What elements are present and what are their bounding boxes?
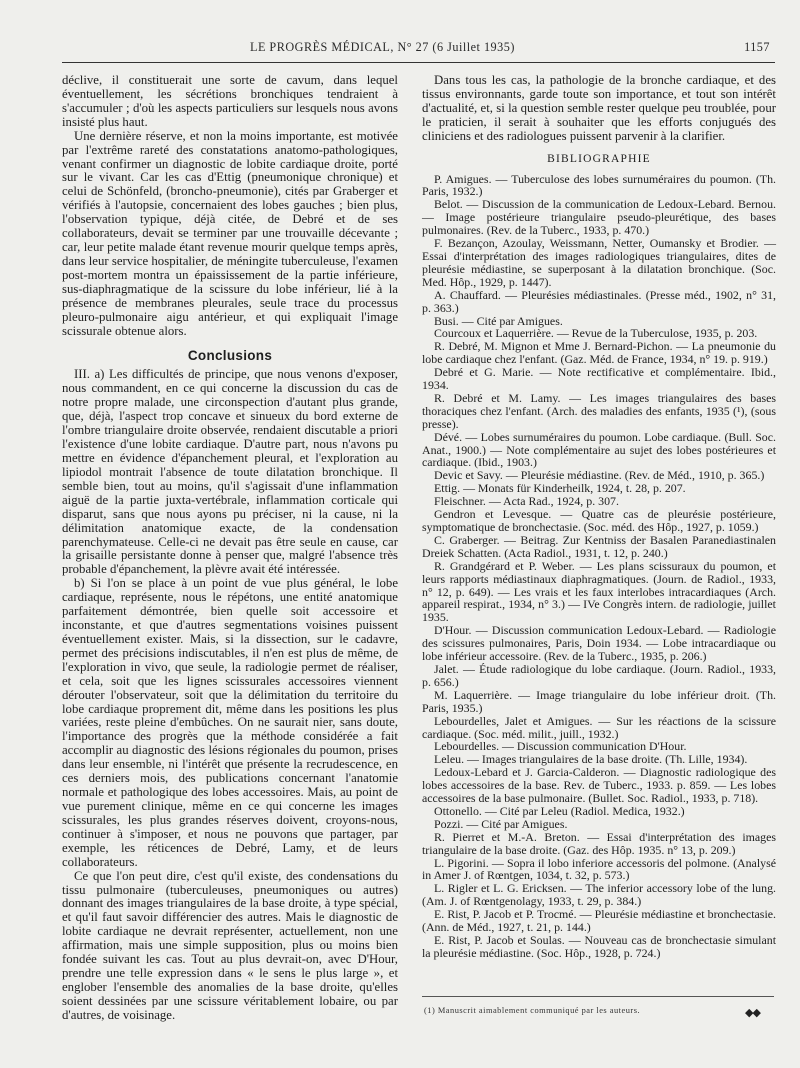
- footnote: (1) Manuscrit aimablement communiqué par les auteurs.: [424, 1006, 641, 1015]
- bibliography-entry: L. Pigorini. — Sopra il lobo inferiore accessoris del polmone. (Analysé in Amer J. of Rœntgen, 1034, t. 32, p. 573.): [422, 855, 776, 883]
- paragraph: Dans tous les cas, la pathologie de la bronche cardiaque, et des tissus environnants, garde toute son importance, et tout son intérêt d'actualité, et, si la question semble rester quelque peu troublée, pour le praticien, il serait à souhaiter que les efforts conjugués des cliniciens et des radiologues puissent parvenir à la clarifier.: [422, 73, 776, 143]
- bibliography-entry: R. Grandgérard et P. Weber. — Les plans scissuraux du poumon, et leurs rapports médiastinaux diaphragmatiques. (Journ. de Radiol., 1933, n° 12, p. 649). — Les vrais et les faux interlobes intracardiaques (Arch. appareil respirat., 1934, n° 3.) — IVe Congrès intern. de radiologie, juillet 1935.: [422, 558, 776, 625]
- bibliography-entry: E. Rist, P. Jacob et Soulas. — Nouveau cas de bronchectasie simulant la pleurésie médiastine. (Soc. Hôp., 1928, p. 724.): [422, 933, 776, 960]
- left-column: [62, 74, 398, 1023]
- bibliography-entry: Fleischner. — Acta Rad., 1924, p. 307.: [434, 494, 619, 509]
- bibliography-entry: Gendron et Levesque. — Quatre cas de pleurésie postérieure, symptomatique de bronchectasie. (Soc. méd. des Hôp., 1927, p. 1059.): [422, 507, 776, 534]
- section-heading: Conclusions: [187, 347, 273, 363]
- bibliography-entry: Ottonello. — Cité par Leleu (Radiol. Medica, 1932.): [434, 803, 685, 818]
- paragraph: Une dernière réserve, et non la moins importante, est motivée par l'extrême rareté des constatations anatomo-pathologiques, venant confirmer un diagnostic de lobite cardiaque droite, porté sur le vivant. Car les cas d'Ettig (pneumonique chronique) et celui de Schönfeld, (broncho-pneumonie), cités par Graberger et vérifiés à l'autopsie, concernaient des lobes gauches ; bien plus, l'observation typique, déjà citée, de Debré et de ses collaborateurs, devait se terminer par une trouvaille décevante ; car, leur petite malade étant revenue mourir quelque temps après, dans leur service hospitalier, de méningite tuberculeuse, l'examen post-mortem montra un épaississement de la partie inférieure, sus-diaphragmatique de la scissure du lobe inférieur, lié à la présence de membranes pleurales, seule trace du processus pleuro-pulmonaire aigu antérieur, et qui expliquait l'image scissurale obtenue alors.: [62, 128, 398, 338]
- running-header: [250, 40, 770, 55]
- journal-title: LE PROGRÈS MÉDICAL, N° 27 (6 Juillet 1935): [250, 40, 515, 54]
- bibliography-entry: Busi. — Cité par Amigues.: [434, 313, 563, 328]
- bibliography-entry: R. Debré et M. Lamy. — Les images triangulaires des bases thoraciques chez l'enfant. (Arch. des maladies des enfants, 1935 (¹), (sous presse).: [422, 390, 776, 431]
- end-ornament: ◆◆: [745, 1007, 760, 1019]
- bibliography-entry: C. Graberger. — Beitrag. Zur Kentniss der Basalen Paranediastinalen Dreiek Schatten. (Acta Radiol., 1931, t. 12, p. 240.): [422, 532, 776, 560]
- bibliography-entry: D'Hour. — Discussion communication Ledoux-Lebard. — Radiologie des scissures pulmonaires, Paris, Doin 1934. — Lobe intracardiaque ou lobe inférieur accessoire. (Rev. de la Tuberc., 1935, p. 206.): [422, 623, 776, 664]
- bibliography-entry: E. Rist, P. Jacob et P. Trocmé. — Pleurésie médiastine et bronchectasie. (Ann. de Méd., 1927, t. 21, p. 144.): [422, 907, 776, 935]
- bibliography-entry: Belot. — Discussion de la communication de Ledoux-Lebard. Bernou. — Image postérieure triangulaire pseudo-pleurétique, des bases pulmonaires. (Rev. de la Tuberc., 1933, p. 470.): [422, 197, 776, 238]
- bibliography-entry: M. Laquerrière. — Image triangulaire du lobe inférieur droit. (Th. Paris, 1935.): [422, 687, 776, 715]
- bibliography-entry: R. Debré, M. Mignon et Mme J. Bernard-Pichon. — La pneumonie du lobe cardiaque chez l'enfant. (Gaz. Méd. de France, 1934, n° 19. p. 919.): [422, 339, 776, 367]
- bibliography-entry: A. Chauffard. — Pleurésies médiastinales. (Presse méd., 1902, n° 31, p. 363.): [422, 287, 776, 315]
- bibliography-entry: Dévé. — Lobes surnuméraires du poumon. Lobe cardiaque. (Bull. Soc. Anat., 1900.) — Note complémentaire au sujet des lobes postérieures et cardiaque. (Ibid., 1903.): [422, 429, 776, 470]
- paragraph: déclive, il constituerait une sorte de cavum, dans lequel éventuellement, les sécrétions bronchiques tendraient à s'accumuler ; d'où les aspects particuliers sur lesquels nous avons insisté plus haut.: [62, 73, 398, 129]
- bibliography-list: [422, 173, 776, 960]
- footnote-rule: [422, 996, 774, 997]
- bibliography-heading: BIBLIOGRAPHIE: [547, 152, 651, 165]
- bibliography-entry: Debré et G. Marie. — Note rectificative et complémentaire. Ibid., 1934.: [422, 365, 776, 393]
- right-column: [422, 74, 776, 960]
- bibliography-entry: P. Amigues. — Tuberculose des lobes surnuméraires du poumon. (Th. Paris, 1932.): [422, 171, 776, 199]
- paragraph: b) Si l'on se place à un point de vue plus général, le lobe cardiaque, représente, nous le répétons, une entité anatomique parfaitement démontrée, bien quelle soit accessoire et inconstante, et que d'autres segmentations voisines puissent éventuellement exister. Mais, si la dissection, sur le cadavre, permet des précisions indiscutables, il n'en est plus de même, de l'exploration in vivo, que seule, la radiologie permet de réaliser, et cela, soit que les lignes scissurales accessoires viennent dérouter l'observateur, soit que la délimitation du territoire du lobe cardiaque proprement dit, même dans les positions les plus variées, reste pleine d'embûches. On ne saurait nier, sans doute, l'importance des progrès que la méthode considérée a fait accomplir au diagnostic des lésions régionales du poumon, prises dans leur ensemble, ni l'intérêt que présente la recrudescence, en ces derniers mois, des publications concernant l'anatomie normale et pathologique des lobes accessoires. Mais, au point de vue purement clinique, même en ce qui concerne les images scissurales, les plus grandes réserves doivent, croyons-nous, continuer à s'imposer, et nous ne pouvons que partager, par exemple, les réticences de Debré, Lamy, et de leurs collaborateurs.: [62, 576, 398, 869]
- bibliography-entry: Jalet. — Étude radiologique du lobe cardiaque. (Journ. Radiol., 1933, p. 656.): [422, 661, 776, 689]
- header-rule: [62, 62, 775, 63]
- bibliography-entry: Leleu. — Images triangulaires de la base droite. (Th. Lille, 1934).: [434, 752, 748, 767]
- bibliography-entry: Lebourdelles, Jalet et Amigues. — Sur les réactions de la scissure cardiaque. (Soc. méd. milit., juill., 1932.): [422, 713, 776, 741]
- bibliography-entry: R. Pierret et M.-A. Breton. — Essai d'interprétation des images triangulaire de la base droite. (Gaz. des Hôp. 1935. n° 13, p. 209.): [422, 829, 776, 857]
- bibliography-entry: Ettig. — Monats für Kinderheilk, 1924, t. 28, p. 207.: [434, 481, 686, 496]
- paragraph: Ce que l'on peut dire, c'est qu'il existe, des condensations du tissu pulmonaire (tuberculeuses, pneumoniques ou autres) donnant des images triangulaires de la base droite, à type spécial, et qu'il faut savoir différencier des autres. Mais le diagnostic de lobite cardiaque ne devrait représenter, actuellement, non une affirmation, mais une simple supposition, plus ou moins bien fondée suivant les cas. Tout au plus devrait-on, avec D'Hour, prendre une telle expression dans « le sens le plus large », et englober l'ensemble des anomalies de la base droite, qu'elles soient dessinées par une scissure véritablement lobaire, ou par d'autres, de voisinage.: [62, 868, 398, 1022]
- page-number: 1157: [744, 40, 770, 54]
- bibliography-entry: Lebourdelles. — Discussion communication D'Hour.: [434, 739, 687, 754]
- bibliography-entry: L. Rigler et L. G. Ericksen. — The inferior accessory lobe of the lung. (Am. J. of Rœntgenolagy, 1933, t. 29, p. 384.): [422, 881, 776, 909]
- bibliography-entry: Ledoux-Lebard et J. Garcia-Calderon. — Diagnostic radiologique des lobes accessoires de la base. Rev. de Tuberc., 1933. p. 859. — Les lobes accessoires de la base pulmonaire. (Bullet. Soc. Radiol., 1933, p. 718).: [422, 765, 776, 806]
- paragraph: III. a) Les difficultés de principe, que nous venons d'exposer, nous commandent, en ce qui concerne la discussion du cas de notre propre malade, une circonspection d'autant plus grande, que, déjà, l'aspect trop concave et sinueux du bord externe de l'ombre triangulaire droite observée, rendaient discutable a priori l'existence d'une lobite cardiaque. D'autre part, nous n'avons pu mettre en évidence d'épanchement pleural, et l'exploration au lipiodol montrait l'absence de toute dilatation bronchique. Il semble bien, tout au moins, qu'il s'agissait d'une inflammation aiguë de la partie juxta-vertébrale, inflammation corticale qui disparut, sans que nous ayons pu préciser, ni la cause, ni la délimitation anatomique exacte, de la condensation parenchymateuse. Celle-ci ne devait pas être seule en cause, car la grisaille persistante donne à penser que, malgré l'absence très probable d'épanchement, la plèvre avait été intéressée.: [62, 367, 398, 577]
- bibliography-entry: Courcoux et Laquerrière. — Revue de la Tuberculose, 1935, p. 203.: [434, 326, 758, 341]
- bibliography-entry: Devic et Savy. — Pleurésie médiastine. (Rev. de Méd., 1910, p. 365.): [434, 468, 765, 483]
- bibliography-entry: F. Bezançon, Azoulay, Weissmann, Netter, Oumansky et Brodier. — Essai d'interprétation des images radiologiques triangulaires, dites de pleurésie médiastine, se superposant à la dilatation bronchique. (Soc. Med. Hôp., 1929, p. 1447).: [422, 236, 776, 289]
- bibliography-entry: Pozzi. — Cité par Amigues.: [434, 816, 568, 831]
